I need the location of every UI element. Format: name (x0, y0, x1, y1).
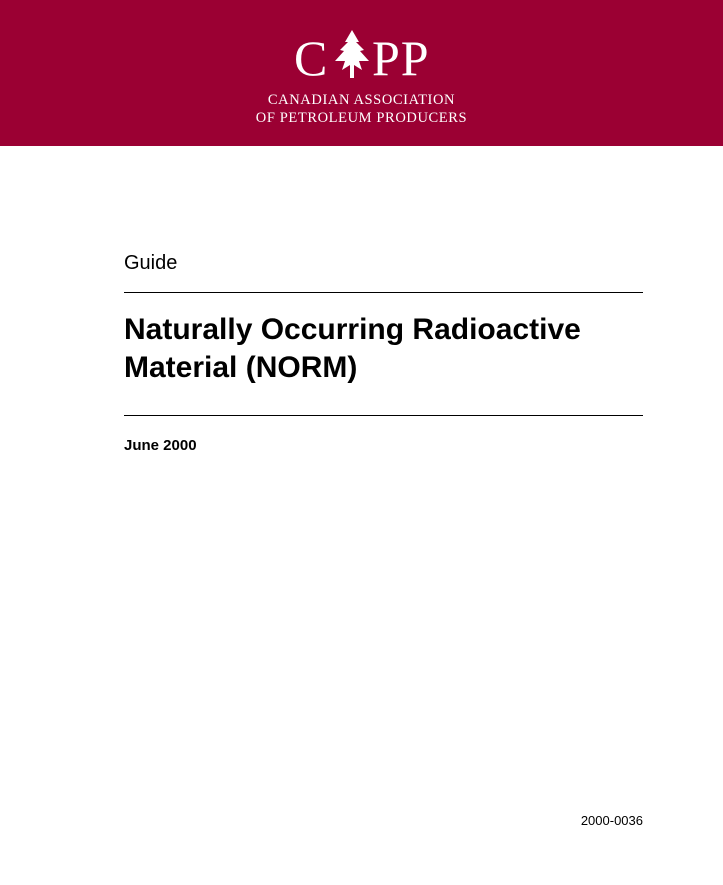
document-title-line-1: Naturally Occurring Radioactive (124, 313, 581, 346)
document-title (124, 311, 664, 387)
logo-letter-c: C (294, 30, 328, 86)
org-name-line-2: OF PETROLEUM PRODUCERS (255, 110, 468, 126)
logo-letters-pp: PP (372, 30, 430, 86)
document-date: June 2000 (124, 437, 197, 454)
capp-wordmark (291, 30, 431, 86)
divider-top (124, 292, 643, 293)
document-number: 2000-0036 (580, 813, 643, 828)
capp-logo (0, 0, 723, 146)
document-title-line-2: Material (NORM) (124, 351, 358, 384)
org-name-line-1: CANADIAN ASSOCIATION (267, 92, 456, 108)
divider-bottom (124, 415, 643, 416)
header-band (0, 0, 723, 146)
maple-leaf-a-icon (329, 28, 375, 84)
document-type: Guide (124, 252, 178, 274)
